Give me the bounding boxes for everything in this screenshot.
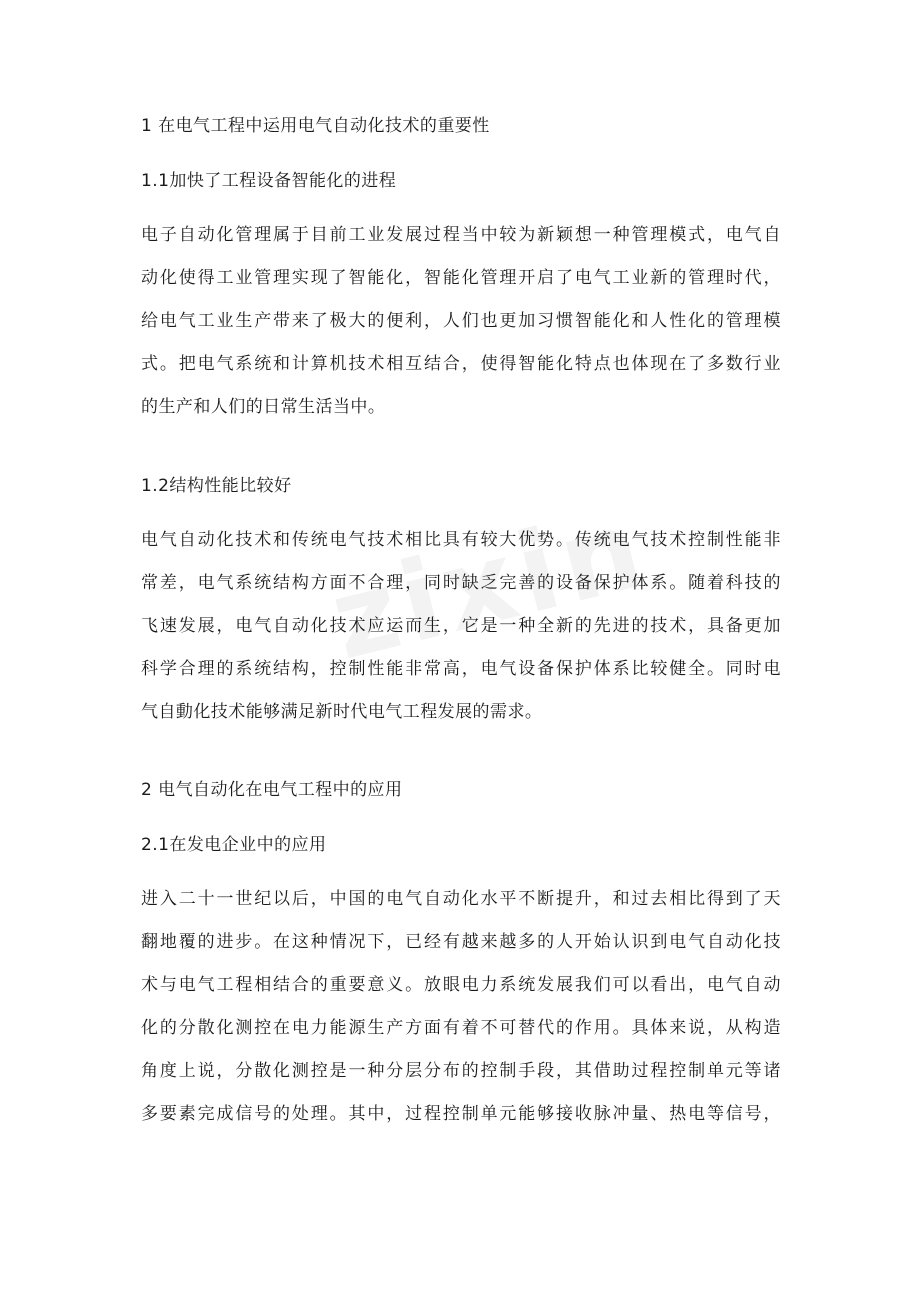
section-heading-1: 1 在电气工程中运用电气自动化技术的重要性 <box>141 116 490 136</box>
paragraph-line: 多要素完成信号的处理。其中，过程控制单元能够接收脉冲量、热电等信号， <box>141 1104 781 1124</box>
paragraph-line: 飞速发展，电气自动化技术应运而生，它是一种全新的先进的技术，具备更加 <box>141 616 781 636</box>
paragraph-2 <box>141 528 781 743</box>
paragraph-line: 给电气工业生产带来了极大的便利，人们也更加习惯智能化和人性化的管理模 <box>141 311 781 331</box>
paragraph-line: 科学合理的系统结构，控制性能非常高，电气设备保护体系比较健全。同时电 <box>141 659 781 679</box>
paragraph-line: 化的分散化测控在电力能源生产方面有着不可替代的作用。具体来说，从构造 <box>141 1018 781 1038</box>
paragraph-line: 角度上说，分散化测控是一种分层分布的控制手段，其借助过程控制单元等诸 <box>141 1061 781 1081</box>
paragraph-line: 常差，电气系统结构方面不合理，同时缺乏完善的设备保护体系。随着科技的 <box>141 573 781 593</box>
paragraph-line: 的生产和人们的日常生活当中。 <box>141 397 386 417</box>
paragraph-line: 翻地覆的进步。在这种情况下，已经有越来越多的人开始认识到电气自动化技 <box>141 932 781 952</box>
paragraph-line: 动化使得工业管理实现了智能化，智能化管理开启了电气工业新的管理时代， <box>141 268 781 288</box>
section-heading-2: 2 电气自动化在电气工程中的应用 <box>141 780 403 800</box>
paragraph-line: 术与电气工程相结合的重要意义。放眼电力系统发展我们可以看出，电气自动 <box>141 975 781 995</box>
subsection-heading-1-2: 1.2结构性能比较好 <box>141 476 292 496</box>
paragraph-3 <box>141 887 781 1145</box>
subsection-heading-2-1: 2.1在发电企业中的应用 <box>141 835 327 855</box>
paragraph-line: 气自動化技术能够满足新时代电气工程发展的需求。 <box>141 702 543 722</box>
paragraph-1 <box>141 223 781 438</box>
paragraph-line: 电气自动化技术和传统电气技术相比具有较大优势。传统电气技术控制性能非 <box>141 530 781 550</box>
paragraph-line: 式。把电气系统和计算机技术相互结合，使得智能化特点也体现在了多数行业 <box>141 354 781 374</box>
subsection-heading-1-1: 1.1加快了工程设备智能化的进程 <box>141 171 397 191</box>
paragraph-line: 进入二十一世纪以后，中国的电气自动化水平不断提升，和过去相比得到了天 <box>141 889 781 909</box>
paragraph-line: 电子自动化管理属于目前工业发展过程当中较为新颖想一种管理模式，电气自 <box>141 225 781 245</box>
